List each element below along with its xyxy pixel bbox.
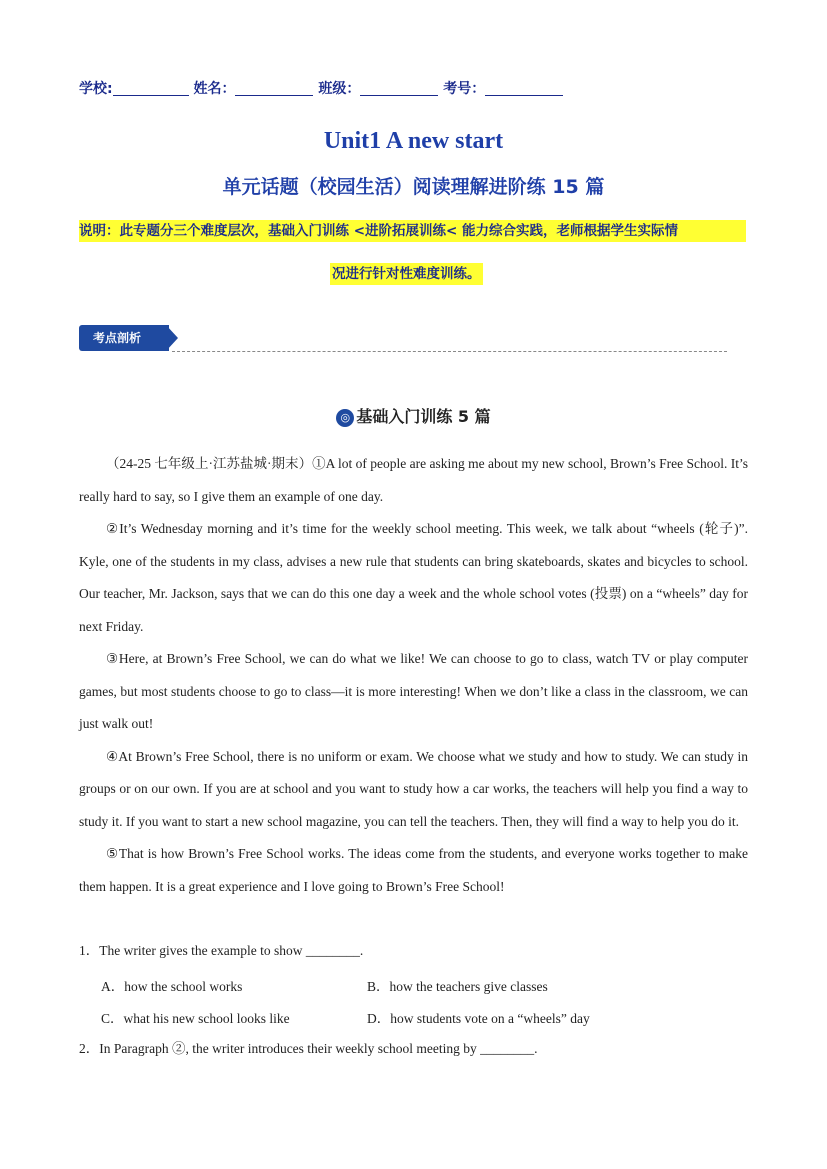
section-tag: 考点剖析 — [79, 325, 169, 351]
school-label: 学校: — [79, 81, 113, 97]
name-label: 姓名： — [193, 81, 236, 97]
section-heading — [0, 404, 827, 427]
name-field[interactable] — [235, 81, 313, 96]
class-field[interactable] — [360, 81, 438, 96]
passage-paragraph-4: ④At Brown’s Free School, there is no uniform or exam. We choose what we study and how to study. We can study in groups or on our own. If you are at school and you want to study how a car works, the teachers will help you find a way to study it. If you want to start a new school magazine, you can tell the teachers. Then, they will find a way to help you do it. — [79, 748, 748, 829]
exam-no-label: 考号： — [443, 81, 486, 97]
question-1-option-c[interactable]: C．what his new school looks like — [101, 1011, 290, 1026]
instruction-note-line2: 况进行针对性难度训练。 — [330, 263, 483, 285]
question-2-stem: 2．In Paragraph ②, the writer introduces their weekly school meeting by ________. — [79, 1041, 538, 1056]
passage-paragraph-2: ②It’s Wednesday morning and it’s time for the weekly school meeting. This week, we talk about “wheels (轮子)”. Kyle, one of the students in my class, advises a new rule that students can bring skateboards, skates and bicycles to school. Our teacher, Mr. Jackson, says that we can do this one day a week and the whole school votes (投票) on a “wheels” day for next Friday. — [79, 521, 748, 634]
passage-paragraph-3: ③Here, at Brown’s Free School, we can do what we like! We can choose to go to class, watch TV or play computer games, but most students choose to go to class—it is more interesting! When we don’t like a class in the classroom, we can just walk out! — [79, 651, 748, 731]
school-field[interactable] — [113, 81, 189, 96]
student-info-header — [79, 78, 563, 98]
dashed-divider — [172, 351, 727, 352]
passage-paragraph-1: （24-25 七年级上·江苏盐城·期末）①A lot of people are asking me about my new school, Brown’s Free School. It’s really hard to say, so I give them an example of one day. — [79, 456, 748, 504]
class-label: 班级： — [318, 81, 361, 97]
reading-passage — [79, 448, 748, 903]
section-bullet-icon: ◎ — [336, 409, 354, 427]
question-1-option-b[interactable]: B．how the teachers give classes — [367, 979, 548, 994]
page-subtitle: 单元话题（校园生活）阅读理解进阶练 15 篇 — [222, 176, 605, 198]
passage-paragraph-5: ⑤That is how Brown’s Free School works. The ideas come from the students, and everyone works together to make them happen. It is a great experience and I love going to Brown’s Free School! — [79, 846, 748, 894]
section-title: 基础入门训练 5 篇 — [356, 407, 491, 426]
question-1-stem: 1．The writer gives the example to show ________. — [79, 943, 364, 958]
page-title: Unit1 A new start — [323, 128, 504, 154]
instruction-note-line1: 说明：此专题分三个难度层次，基础入门训练 <进阶拓展训练< 能力综合实践，老师根据学生实际情 — [79, 220, 746, 242]
exam-no-field[interactable] — [485, 81, 563, 96]
question-1-option-d[interactable]: D．how students vote on a “wheels” day — [367, 1011, 590, 1026]
question-1-option-a[interactable]: A．how the school works — [101, 979, 243, 994]
section-tag-arrow — [166, 325, 178, 351]
